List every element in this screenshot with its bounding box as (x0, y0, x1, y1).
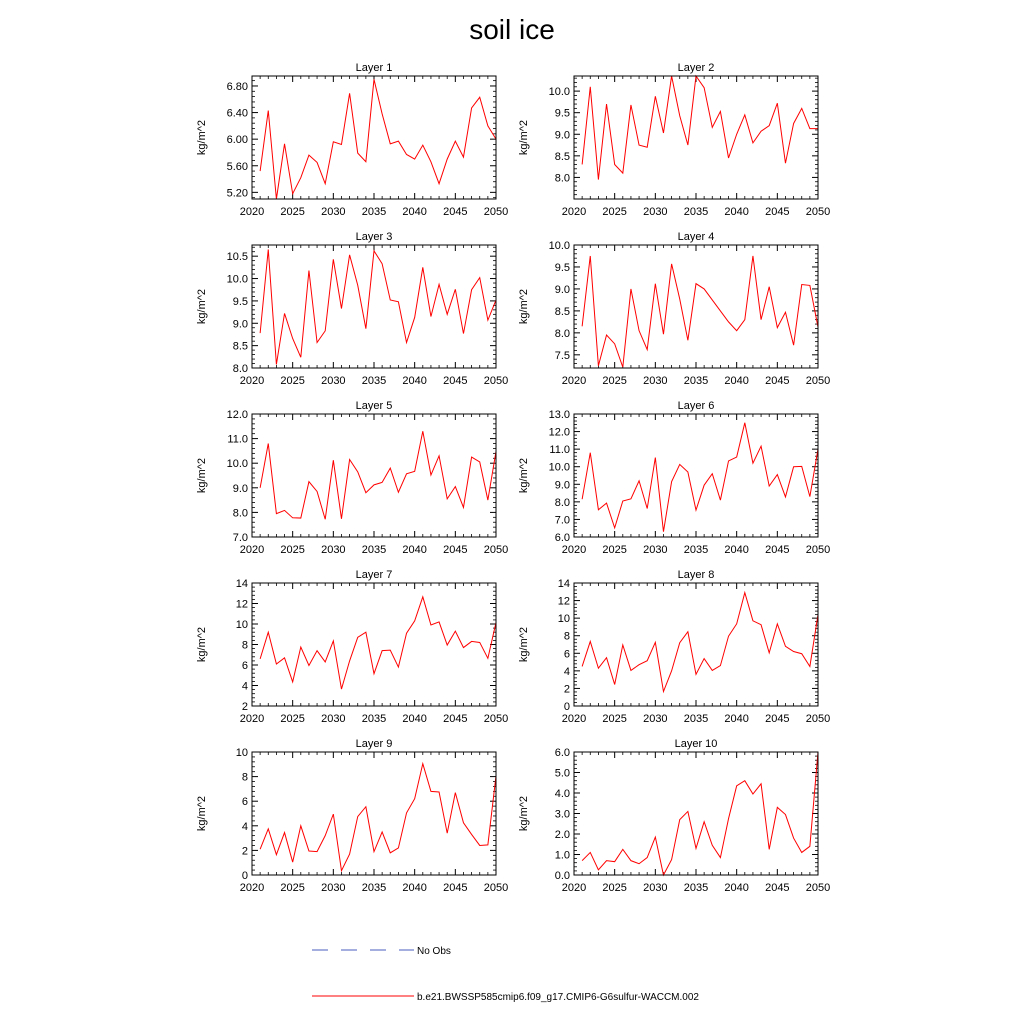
series-line (582, 593, 818, 692)
x-tick-label: 2020 (239, 713, 265, 725)
plot-frame (574, 583, 818, 706)
x-tick-label: 2030 (321, 375, 346, 387)
x-tick-label: 2035 (683, 713, 709, 725)
x-tick-label: 2040 (402, 713, 427, 725)
y-tick-label: 7.5 (554, 349, 570, 362)
y-axis-label: kg/m^2 (196, 119, 208, 156)
x-tick-label: 2030 (643, 882, 668, 894)
y-tick-label: 12 (557, 595, 570, 608)
y-tick-label: 6.00 (226, 134, 248, 147)
chart-panel-7 (196, 569, 508, 725)
panel-title: Layer 6 (677, 400, 715, 412)
chart-panel-6 (518, 400, 830, 556)
series-line (582, 423, 818, 532)
y-tick-label: 6.40 (226, 107, 248, 120)
chart-panel-4 (518, 231, 830, 387)
x-tick-label: 2025 (280, 713, 305, 725)
x-tick-label: 2025 (602, 206, 627, 218)
series-line (582, 752, 818, 875)
y-tick-label: 11.0 (549, 444, 570, 457)
y-tick-label: 7.0 (554, 514, 570, 527)
y-tick-label: 10.0 (226, 273, 248, 286)
y-tick-label: 2 (563, 683, 570, 696)
x-tick-label: 2035 (361, 544, 387, 556)
series-line (260, 249, 496, 364)
y-tick-label: 10 (235, 747, 248, 759)
x-tick-label: 2035 (361, 206, 387, 218)
y-tick-label: 4 (563, 665, 570, 678)
y-tick-label: 12 (235, 598, 248, 611)
y-tick-label: 10.0 (548, 240, 570, 252)
y-tick-label: 2 (241, 701, 248, 713)
y-tick-label: 10.5 (226, 251, 248, 264)
y-tick-label: 8.0 (554, 496, 570, 509)
y-tick-label: 11.0 (227, 433, 248, 446)
x-tick-label: 2045 (443, 206, 468, 218)
y-tick-label: 10 (235, 619, 248, 631)
chart-panel-5 (196, 400, 508, 556)
x-tick-label: 2050 (483, 544, 509, 556)
x-tick-label: 2030 (643, 544, 668, 556)
x-tick-label: 2050 (483, 713, 509, 725)
plot-frame (252, 583, 496, 706)
x-tick-label: 2020 (561, 206, 587, 218)
x-tick-label: 2045 (765, 544, 790, 556)
y-tick-label: 6.80 (226, 80, 248, 93)
y-tick-label: 8.0 (554, 172, 570, 185)
plot-frame (252, 76, 496, 199)
y-tick-label: 8 (241, 771, 248, 784)
y-tick-label: 9.0 (232, 482, 248, 495)
x-tick-label: 2045 (765, 375, 790, 387)
plot-frame (574, 245, 818, 368)
x-tick-label: 2035 (683, 375, 709, 387)
series-line (260, 764, 496, 871)
chart-panel-10 (518, 738, 830, 894)
y-tick-label: 7.0 (232, 532, 248, 544)
x-tick-label: 2030 (321, 544, 346, 556)
x-tick-label: 2030 (321, 882, 346, 894)
y-tick-label: 4 (241, 680, 248, 693)
x-tick-label: 2020 (561, 544, 587, 556)
series-line (260, 597, 496, 689)
y-tick-label: 4 (241, 820, 248, 833)
x-tick-label: 2025 (602, 713, 627, 725)
x-tick-label: 2040 (724, 206, 749, 218)
x-tick-label: 2025 (602, 375, 627, 387)
y-tick-label: 4.0 (554, 788, 570, 800)
x-tick-label: 2035 (361, 713, 387, 725)
x-tick-label: 2040 (724, 882, 749, 894)
y-tick-label: 8.0 (554, 327, 570, 340)
plot-frame (574, 414, 818, 537)
x-tick-label: 2020 (561, 882, 587, 894)
y-tick-label: 2.0 (554, 829, 570, 841)
series-line (582, 256, 818, 367)
plot-frame (252, 752, 496, 875)
x-tick-label: 2050 (805, 375, 831, 387)
chart-panel-3 (196, 231, 508, 387)
x-tick-label: 2030 (643, 713, 668, 725)
x-tick-label: 2035 (361, 882, 387, 894)
x-tick-label: 2025 (280, 375, 305, 387)
x-tick-label: 2030 (321, 713, 346, 725)
y-tick-label: 9.5 (232, 295, 248, 308)
y-axis-label: kg/m^2 (518, 288, 530, 325)
y-axis-label: kg/m^2 (196, 795, 208, 832)
y-tick-label: 0.0 (554, 870, 570, 882)
plot-frame (252, 414, 496, 537)
panel-title: Layer 8 (677, 569, 715, 581)
panel-title: Layer 3 (355, 231, 393, 243)
y-tick-label: 3.0 (554, 808, 570, 821)
x-tick-label: 2050 (805, 206, 831, 218)
y-tick-label: 8 (241, 639, 248, 652)
y-tick-label: 9.0 (554, 129, 570, 142)
x-tick-label: 2045 (765, 882, 790, 894)
x-tick-label: 2040 (724, 713, 749, 725)
x-tick-label: 2040 (402, 206, 427, 218)
x-tick-label: 2050 (805, 544, 831, 556)
y-axis-label: kg/m^2 (196, 288, 208, 325)
x-tick-label: 2045 (765, 713, 790, 725)
y-axis-label: kg/m^2 (518, 457, 530, 494)
y-tick-label: 13.0 (548, 409, 570, 421)
y-tick-label: 5.20 (226, 187, 248, 200)
y-tick-label: 9.0 (554, 479, 570, 492)
y-tick-label: 12.0 (226, 409, 248, 421)
x-tick-label: 2030 (643, 206, 668, 218)
y-tick-label: 6 (563, 648, 570, 661)
x-tick-label: 2020 (561, 713, 587, 725)
y-tick-label: 9.0 (232, 318, 248, 331)
legend-series-label: b.e21.BWSSP585cmip6.f09_g17.CMIP6-G6sulfur-WACCM.002 (417, 992, 699, 1003)
y-tick-label: 10 (557, 613, 570, 626)
x-tick-label: 2030 (321, 206, 346, 218)
x-tick-label: 2020 (239, 544, 265, 556)
y-tick-label: 9.5 (554, 107, 570, 120)
y-axis-label: kg/m^2 (518, 795, 530, 832)
y-tick-label: 8.0 (232, 363, 248, 375)
y-tick-label: 2 (241, 845, 248, 858)
y-tick-label: 6.0 (554, 532, 570, 544)
chart-panel-1 (196, 62, 508, 218)
x-tick-label: 2030 (643, 375, 668, 387)
x-tick-label: 2050 (805, 713, 831, 725)
x-tick-label: 2035 (683, 882, 709, 894)
x-tick-label: 2020 (239, 375, 265, 387)
x-tick-label: 2040 (402, 544, 427, 556)
x-tick-label: 2035 (683, 206, 709, 218)
chart-panel-8 (518, 569, 830, 725)
y-tick-label: 6.0 (554, 747, 570, 759)
y-tick-label: 10.0 (548, 86, 570, 99)
x-tick-label: 2045 (443, 375, 468, 387)
y-axis-label: kg/m^2 (518, 119, 530, 156)
series-line (582, 76, 818, 180)
y-tick-label: 10.0 (548, 461, 570, 474)
y-tick-label: 8.5 (232, 340, 248, 353)
y-tick-label: 12.0 (548, 426, 570, 439)
x-tick-label: 2020 (239, 206, 265, 218)
x-tick-label: 2045 (443, 882, 468, 894)
y-tick-label: 10.0 (226, 458, 248, 471)
y-tick-label: 8.0 (232, 507, 248, 520)
panel-title: Layer 1 (355, 62, 393, 74)
y-axis-label: kg/m^2 (196, 457, 208, 494)
legend (312, 946, 699, 1003)
panel-title: Layer 10 (674, 738, 718, 750)
series-line (260, 431, 496, 519)
series-line (260, 79, 496, 199)
x-tick-label: 2045 (443, 544, 468, 556)
chart-panel-2 (518, 62, 830, 218)
x-tick-label: 2040 (724, 375, 749, 387)
x-tick-label: 2025 (602, 544, 627, 556)
chart-panel-9 (196, 738, 508, 894)
x-tick-label: 2040 (724, 544, 749, 556)
x-tick-label: 2050 (483, 206, 509, 218)
y-tick-label: 5.60 (226, 160, 248, 173)
chart-panels (196, 62, 830, 894)
y-axis-label: kg/m^2 (196, 626, 208, 663)
plot-frame (252, 245, 496, 368)
y-tick-label: 5.0 (554, 767, 570, 780)
panel-title: Layer 9 (355, 738, 393, 750)
x-tick-label: 2025 (280, 544, 305, 556)
plot-frame (574, 752, 818, 875)
x-tick-label: 2040 (402, 882, 427, 894)
panel-title: Layer 4 (677, 231, 715, 243)
x-tick-label: 2045 (443, 713, 468, 725)
y-tick-label: 9.5 (554, 261, 570, 274)
legend-obs-label: No Obs (417, 946, 451, 957)
y-tick-label: 8.5 (554, 150, 570, 163)
x-tick-label: 2020 (561, 375, 587, 387)
y-tick-label: 8.5 (554, 305, 570, 318)
y-tick-label: 6 (241, 660, 248, 672)
x-tick-label: 2025 (280, 882, 305, 894)
panel-title: Layer 5 (355, 400, 393, 412)
y-tick-label: 0 (241, 870, 248, 882)
y-tick-label: 14 (235, 578, 248, 590)
x-tick-label: 2020 (239, 882, 265, 894)
panel-title: Layer 7 (355, 569, 393, 581)
y-tick-label: 0 (563, 701, 570, 713)
x-tick-label: 2035 (361, 375, 387, 387)
x-tick-label: 2050 (483, 375, 509, 387)
x-tick-label: 2035 (683, 544, 709, 556)
y-tick-label: 14 (557, 578, 570, 590)
x-tick-label: 2040 (402, 375, 427, 387)
x-tick-label: 2045 (765, 206, 790, 218)
y-tick-label: 6 (241, 796, 248, 809)
panel-title: Layer 2 (677, 62, 715, 74)
figure-title: soil ice (469, 14, 555, 45)
y-tick-label: 9.0 (554, 283, 570, 296)
x-tick-label: 2025 (602, 882, 627, 894)
y-axis-label: kg/m^2 (518, 626, 530, 663)
y-tick-label: 8 (563, 630, 570, 643)
x-tick-label: 2050 (805, 882, 831, 894)
y-tick-label: 1.0 (554, 849, 570, 862)
x-tick-label: 2050 (483, 882, 509, 894)
x-tick-label: 2025 (280, 206, 305, 218)
